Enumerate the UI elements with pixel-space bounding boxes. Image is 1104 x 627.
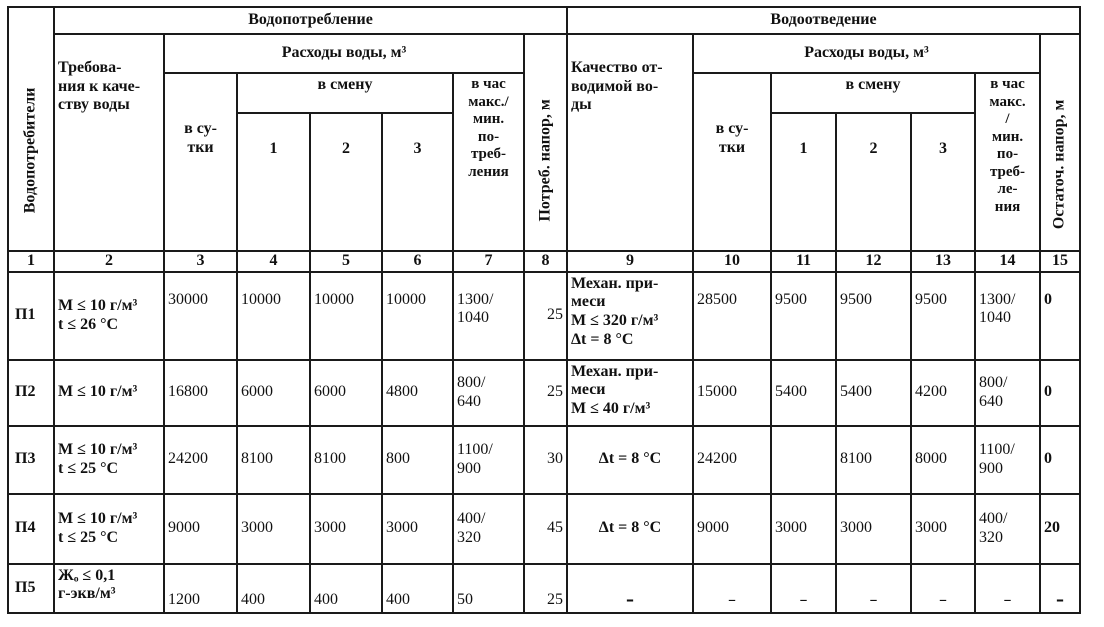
- daily-flow: 16800: [164, 360, 237, 426]
- daily-discharge: 24200: [693, 426, 771, 494]
- header-per-hour-out-lines: [979, 76, 1036, 216]
- shift-1-discharge: 5400: [771, 360, 836, 426]
- hourly-flow: [453, 360, 524, 426]
- header-line: ды: [571, 96, 592, 114]
- quality-requirement: [54, 360, 164, 426]
- shift-1-discharge: [771, 426, 836, 494]
- shift-2-discharge: 3000: [836, 494, 911, 564]
- header-line: мин.: [991, 128, 1024, 145]
- header-line: Качество от-: [571, 59, 663, 76]
- header-residual-head-label: Остаточ. напор, м: [1050, 99, 1068, 230]
- header-line: треб-: [470, 146, 507, 163]
- header-line: в су-: [184, 120, 217, 137]
- column-number-10: 10: [693, 251, 771, 272]
- shift-2-flow: 3000: [310, 494, 382, 564]
- hourly-discharge-line: 800/: [979, 374, 1008, 391]
- daily-discharge: –: [693, 564, 771, 613]
- shift-3-flow: 3000: [382, 494, 453, 564]
- consumer-id: П1: [8, 272, 54, 360]
- daily-flow: 1200: [164, 564, 237, 613]
- shift-3-discharge: 8000: [911, 426, 975, 494]
- daily-flow: 24200: [164, 426, 237, 494]
- header-line: в су-: [715, 120, 749, 137]
- hourly-flow-line: 800/: [457, 374, 486, 391]
- discharge-quality-line: Δt = 8 °C: [598, 450, 662, 468]
- discharge-quality: [567, 360, 693, 426]
- header-shift-1-in: 1: [237, 113, 310, 251]
- hourly-discharge: [975, 426, 1040, 494]
- hourly-discharge-line: 1040: [979, 309, 1011, 327]
- discharge-quality-line: M ≤ 40 г/м³: [571, 400, 651, 418]
- header-line: по-: [477, 128, 500, 145]
- required-head: 45: [524, 494, 567, 564]
- hourly-discharge-line: 400/: [979, 510, 1008, 527]
- shift-3-flow: 800: [382, 426, 453, 494]
- hourly-flow-line: 320: [457, 528, 481, 546]
- required-head: 30: [524, 426, 567, 494]
- shift-3-discharge: 9500: [911, 272, 975, 360]
- hourly-discharge-line: 1300/: [979, 290, 1016, 308]
- header-per-shift-out: в смену: [771, 73, 975, 113]
- hourly-flow-line: 900: [457, 459, 481, 477]
- residual-head: 0: [1040, 360, 1080, 426]
- discharge-quality: [567, 494, 693, 564]
- hourly-discharge-line: 640: [979, 392, 1003, 410]
- shift-1-discharge: 3000: [771, 494, 836, 564]
- quality-requirement: [54, 426, 164, 494]
- header-shift-3-in: 3: [382, 113, 453, 251]
- header-shift-1-out: 1: [771, 113, 836, 251]
- header-line: в час: [471, 76, 506, 92]
- hourly-discharge: [975, 564, 1040, 613]
- header-line: по-: [996, 146, 1019, 163]
- quality-requirement-line: M ≤ 10 г/м³: [58, 297, 138, 314]
- header-line: мин.: [472, 111, 505, 128]
- table-row: [8, 426, 1080, 494]
- daily-flow: 30000: [164, 272, 237, 360]
- hourly-flow: [453, 272, 524, 360]
- header-row-2: [8, 34, 1080, 73]
- discharge-quality-line: Механ. при-: [571, 274, 659, 292]
- column-number-12: 12: [836, 251, 911, 272]
- discharge-quality-line: M ≤ 320 г/м³: [571, 312, 659, 330]
- hourly-flow-line: 1100/: [457, 441, 493, 458]
- header-consumers-label: Водопотребители: [21, 87, 39, 214]
- column-number-8: 8: [524, 251, 567, 272]
- quality-requirement-line: M ≤ 10 г/м³: [58, 383, 138, 401]
- shift-2-discharge: –: [836, 564, 911, 613]
- header-quality-requirements-lines: [58, 59, 160, 115]
- discharge-quality: [567, 564, 693, 613]
- consumer-id: П5: [8, 564, 54, 613]
- header-per-hour-in: [453, 73, 524, 251]
- residual-head: 0: [1040, 272, 1080, 360]
- hourly-flow-line: 1300/: [457, 290, 494, 308]
- column-number-7: 7: [453, 251, 524, 272]
- column-number-15: 15: [1040, 251, 1080, 272]
- discharge-quality-line: меси: [571, 293, 606, 311]
- column-number-2: 2: [54, 251, 164, 272]
- column-number-3: 3: [164, 251, 237, 272]
- header-per-hour-in-lines: [457, 76, 520, 181]
- header-line: ния к каче-: [58, 77, 141, 95]
- header-per-day-out-lines: [697, 120, 767, 157]
- shift-2-flow: 8100: [310, 426, 382, 494]
- quality-requirement-line: t ≤ 25 °C: [58, 528, 119, 546]
- header-consumers: [8, 7, 54, 251]
- discharge-quality: [567, 272, 693, 360]
- hourly-discharge-line: 320: [979, 528, 1003, 546]
- header-line: тки: [187, 138, 214, 156]
- column-number-5: 5: [310, 251, 382, 272]
- required-head: 25: [524, 360, 567, 426]
- column-number-6: 6: [382, 251, 453, 272]
- required-head: 25: [524, 564, 567, 613]
- table-row: [8, 564, 1080, 613]
- header-flows-out: Расходы воды, м³: [693, 34, 1040, 73]
- column-number-11: 11: [771, 251, 836, 272]
- header-per-day-in-lines: [168, 120, 233, 157]
- hourly-flow-line: 400/: [457, 510, 486, 527]
- consumer-id: П2: [8, 360, 54, 426]
- header-per-hour-out: [975, 73, 1040, 251]
- hourly-flow: [453, 426, 524, 494]
- shift-2-flow: 10000: [310, 272, 382, 360]
- shift-3-discharge: 4200: [911, 360, 975, 426]
- header-line: ния: [994, 198, 1021, 215]
- data-rows: [8, 272, 1080, 613]
- shift-2-flow: 6000: [310, 360, 382, 426]
- shift-1-flow: 400: [237, 564, 310, 613]
- discharge-quality: [567, 426, 693, 494]
- consumer-id: П4: [8, 494, 54, 564]
- consumer-id: П3: [8, 426, 54, 494]
- residual-head: 0: [1040, 426, 1080, 494]
- header-line: макс.: [989, 93, 1026, 110]
- shift-1-flow: 8100: [237, 426, 310, 494]
- shift-3-flow: 400: [382, 564, 453, 613]
- discharge-quality-line: Δt = 8 °C: [598, 519, 662, 537]
- hourly-discharge-line: –: [1003, 590, 1012, 609]
- header-per-day-out: [693, 73, 771, 251]
- hourly-discharge-line: 900: [979, 459, 1003, 477]
- shift-2-flow: 400: [310, 564, 382, 613]
- header-quality-requirements: [54, 34, 164, 251]
- header-line: Требова-: [58, 59, 122, 76]
- header-discharge-quality-lines: [571, 59, 689, 115]
- header-residual-head: [1040, 34, 1080, 251]
- header-line: ле-: [997, 181, 1018, 198]
- header-line: водимой во-: [571, 77, 659, 95]
- shift-2-discharge: 9500: [836, 272, 911, 360]
- discharge-quality-line: Механ. при-: [571, 362, 659, 380]
- water-balance-table: [7, 6, 1081, 614]
- daily-discharge: 15000: [693, 360, 771, 426]
- quality-requirement-line: t ≤ 26 °C: [58, 315, 119, 333]
- header-per-day-in: [164, 73, 237, 251]
- daily-discharge: 28500: [693, 272, 771, 360]
- quality-requirement: [54, 564, 164, 613]
- hourly-flow-line: 640: [457, 392, 481, 410]
- header-line: треб-: [989, 163, 1026, 180]
- quality-requirement: [54, 494, 164, 564]
- column-number-row: [8, 251, 1080, 272]
- shift-2-discharge: 5400: [836, 360, 911, 426]
- residual-head: 20: [1040, 494, 1080, 564]
- header-shift-3-out: 3: [911, 113, 975, 251]
- header-line: ству воды: [58, 96, 130, 114]
- discharge-quality-line: Δt = 8 °C: [571, 330, 634, 348]
- header-line: тки: [718, 138, 746, 156]
- shift-2-discharge: 8100: [836, 426, 911, 494]
- shift-1-flow: 6000: [237, 360, 310, 426]
- quality-requirement-line: Жₒ ≤ 0,1: [58, 566, 116, 584]
- hourly-discharge-line: 1100/: [979, 441, 1015, 458]
- shift-3-discharge: –: [911, 564, 975, 613]
- header-per-shift-in: в смену: [237, 73, 453, 113]
- column-number-13: 13: [911, 251, 975, 272]
- hourly-flow-line: 50: [457, 591, 473, 608]
- table-row: [8, 360, 1080, 426]
- header-discharge: Водоотведение: [567, 7, 1080, 34]
- shift-1-discharge: –: [771, 564, 836, 613]
- quality-requirement: [54, 272, 164, 360]
- shift-1-flow: 10000: [237, 272, 310, 360]
- quality-requirement-line: t ≤ 25 °C: [58, 459, 119, 477]
- header-required-head: [524, 34, 567, 251]
- shift-3-discharge: 3000: [911, 494, 975, 564]
- discharge-quality-line: меси: [571, 381, 606, 399]
- shift-1-discharge: 9500: [771, 272, 836, 360]
- required-head: 25: [524, 272, 567, 360]
- discharge-quality-line: –: [626, 590, 634, 609]
- column-number-9: 9: [567, 251, 693, 272]
- daily-flow: 9000: [164, 494, 237, 564]
- daily-discharge: 9000: [693, 494, 771, 564]
- hourly-flow: [453, 564, 524, 613]
- header-line: в час: [990, 76, 1025, 92]
- table-row: [8, 494, 1080, 564]
- header-shift-2-in: 2: [310, 113, 382, 251]
- table-row: [8, 272, 1080, 360]
- header-line: макс./: [468, 93, 509, 110]
- column-number-4: 4: [237, 251, 310, 272]
- header-consumption: Водопотребление: [54, 7, 567, 34]
- quality-requirement-line: M ≤ 10 г/м³: [58, 510, 138, 527]
- hourly-flow-line: 1040: [457, 309, 489, 327]
- shift-3-flow: 10000: [382, 272, 453, 360]
- column-number-1: 1: [8, 251, 54, 272]
- header-row-1: [8, 7, 1080, 34]
- hourly-discharge: [975, 360, 1040, 426]
- hourly-discharge: [975, 494, 1040, 564]
- shift-3-flow: 4800: [382, 360, 453, 426]
- quality-requirement-line: M ≤ 10 г/м³: [58, 441, 138, 458]
- quality-requirement-line: г-экв/м³: [58, 585, 116, 603]
- shift-1-flow: 3000: [237, 494, 310, 564]
- hourly-flow: [453, 494, 524, 564]
- header-shift-2-out: 2: [836, 113, 911, 251]
- header-flows-in: Расходы воды, м³: [164, 34, 524, 73]
- header-required-head-label: Потреб. напор, м: [536, 99, 554, 222]
- column-number-14: 14: [975, 251, 1040, 272]
- header-discharge-quality: [567, 34, 693, 251]
- header-line: /: [1005, 111, 1010, 128]
- hourly-discharge: [975, 272, 1040, 360]
- residual-head: –: [1040, 564, 1080, 613]
- header-line: ления: [468, 163, 509, 180]
